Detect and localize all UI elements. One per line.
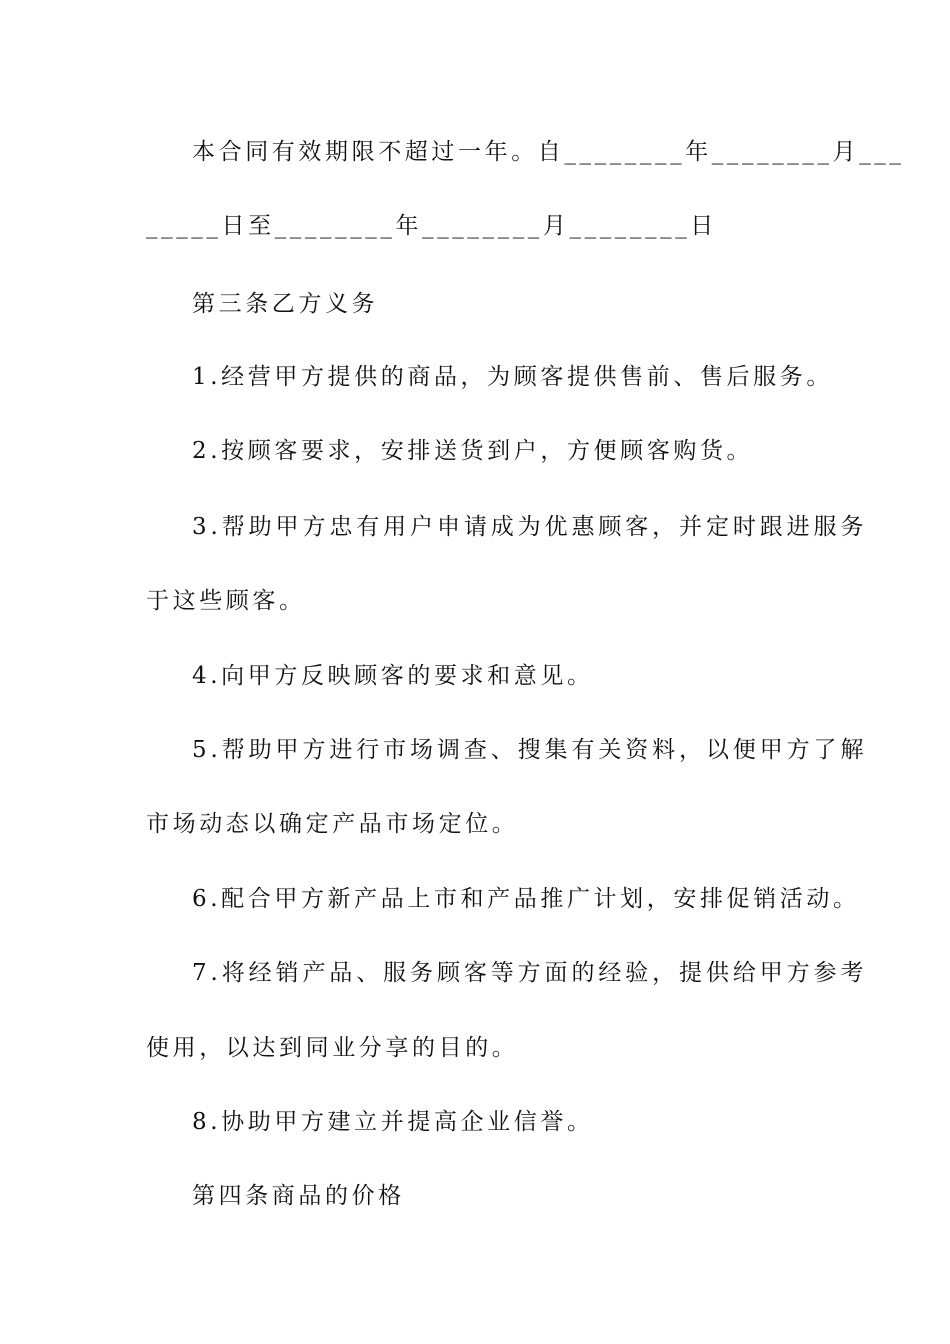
list-item-5: 5.帮助甲方进行市场调查、搜集有关资料，以便甲方了解	[192, 737, 868, 763]
list-item-6: 6.配合甲方新产品上市和产品推广计划，安排促销活动。	[192, 886, 860, 912]
list-item-5-continued: 市场动态以确定产品市场定位。	[146, 811, 519, 837]
section-heading-article-4: 第四条商品的价格	[192, 1183, 405, 1209]
paragraph-validity-period-continued: _____日至________年________月________日	[146, 213, 717, 239]
list-item-3: 3.帮助甲方忠有用户申请成为优惠顾客，并定时跟进服务	[192, 514, 868, 540]
list-item-7: 7.将经销产品、服务顾客等方面的经验，提供给甲方参考	[192, 960, 868, 986]
paragraph-validity-period: 本合同有效期限不超过一年。自________年________月___	[192, 139, 905, 165]
list-item-3-continued: 于这些顾客。	[146, 588, 306, 614]
list-item-4: 4.向甲方反映顾客的要求和意见。	[192, 663, 594, 689]
list-item-2: 2.按顾客要求，安排送货到户，方便顾客购货。	[192, 438, 754, 464]
list-item-8: 8.协助甲方建立并提高企业信誉。	[192, 1109, 594, 1135]
list-item-7-continued: 使用，以达到同业分享的目的。	[146, 1035, 519, 1061]
section-heading-article-3: 第三条乙方义务	[192, 291, 379, 317]
list-item-1: 1.经营甲方提供的商品，为顾客提供售前、售后服务。	[192, 364, 833, 390]
